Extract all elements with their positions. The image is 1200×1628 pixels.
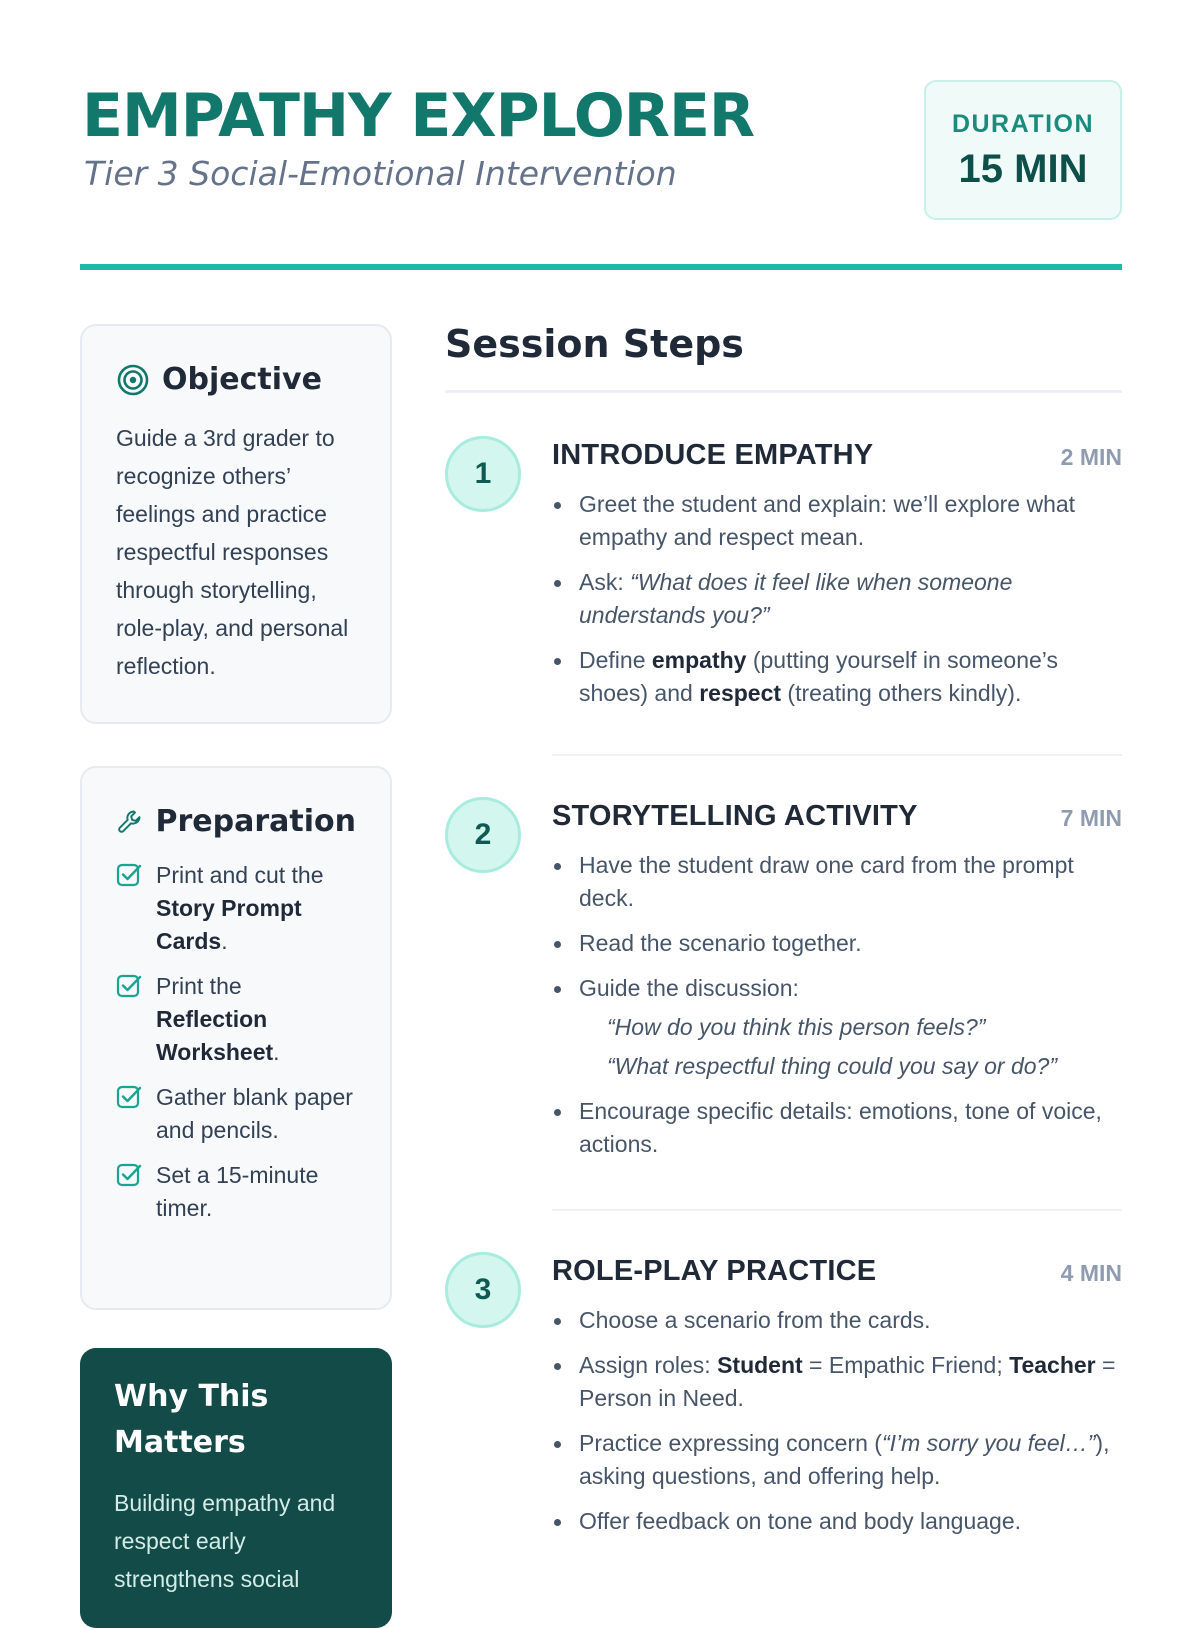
step-bullets [552, 488, 1122, 722]
session-steps-divider [445, 390, 1122, 393]
step-bullet: Assign roles: Student = Empathic Friend; Teacher = Person in Need. [552, 1349, 1122, 1415]
step-2 [445, 797, 1122, 1227]
step-bullet: Encourage specific details: emotions, tone of voice, actions. [552, 1095, 1122, 1161]
duration-label: DURATION [951, 110, 1095, 138]
step-bullet: Guide the discussion: “How do you think this person feels?” “What respectful thing could you say or do?” [552, 972, 1122, 1083]
preparation-list [116, 859, 356, 1225]
why-heading: Why This Matters [114, 1379, 269, 1460]
preparation-item [116, 970, 356, 1069]
header [82, 80, 1122, 230]
step-bullet: Greet the student and explain: we’ll explore what empathy and respect mean. [552, 488, 1122, 554]
preparation-item [116, 1081, 356, 1147]
step-number: 3 [445, 1252, 521, 1328]
step-bullet: Have the student draw one card from the prompt deck. [552, 849, 1122, 915]
preparation-item-text: Gather blank paper and pencils. [156, 1084, 353, 1143]
discussion-question: “How do you think this person feels?” [607, 1014, 986, 1040]
preparation-item-text: Print and cut the Story Prompt Cards. [156, 862, 324, 954]
check-square-icon [116, 1084, 142, 1110]
step-divider [552, 1209, 1122, 1211]
preparation-card [80, 766, 392, 1310]
step-divider [552, 754, 1122, 756]
step-3 [445, 1252, 1122, 1600]
preparation-item-text: Set a 15-minute timer. [156, 1162, 319, 1221]
step-bullet: Read the scenario together. [552, 927, 1122, 960]
session-steps-title: Session Steps [445, 322, 744, 366]
step-bullet: Define empathy (putting yourself in someone’s shoes) and respect (treating others kindly). [552, 644, 1122, 710]
step-bullet: Offer feedback on tone and body language. [552, 1505, 1122, 1538]
objective-heading-text: Objective [162, 362, 322, 397]
objective-card [80, 324, 392, 724]
step-bullets [552, 849, 1122, 1173]
objective-heading [116, 362, 356, 397]
preparation-item-text: Print the Reflection Worksheet. [156, 973, 280, 1065]
step-duration: 4 MIN [1060, 1260, 1122, 1286]
page-title: EMPATHY EXPLORER [82, 81, 755, 151]
step-bullet: Ask: “What does it feel like when someone understands you?” [552, 566, 1122, 632]
why-this-matters-card [80, 1348, 392, 1628]
duration-badge [924, 80, 1122, 220]
step-bullet: Choose a scenario from the cards. [552, 1304, 1122, 1337]
check-square-icon [116, 1162, 142, 1188]
step-number: 2 [445, 797, 521, 873]
step-bullets [552, 1304, 1122, 1550]
preparation-heading-text: Preparation [155, 804, 356, 839]
step-1 [445, 436, 1122, 776]
step-title: ROLE-PLAY PRACTICE [552, 1255, 877, 1287]
step-title: INTRODUCE EMPATHY [552, 439, 874, 471]
preparation-item [116, 1159, 356, 1225]
preparation-heading [116, 804, 356, 839]
discussion-question: “What respectful thing could you say or do?” [607, 1053, 1058, 1079]
check-square-icon [116, 862, 142, 888]
step-duration: 2 MIN [1060, 444, 1122, 470]
objective-text: Guide a 3rd grader to recognize others’ feelings and practice respectful responses through storytelling, role-play, and personal reflection. [116, 425, 349, 679]
check-square-icon [116, 973, 142, 999]
step-number: 1 [445, 436, 521, 512]
preparation-item [116, 859, 356, 958]
duration-value: 15 MIN [958, 147, 1088, 191]
wrench-icon [116, 805, 144, 839]
step-duration: 7 MIN [1060, 805, 1122, 831]
step-bullet: Practice expressing concern (“I’m sorry you feel…”), asking questions, and offering help. [552, 1427, 1122, 1493]
page-subtitle: Tier 3 Social-Emotional Intervention [84, 154, 677, 193]
header-divider [80, 264, 1122, 270]
why-text: Building empathy and respect early strengthens social [114, 1490, 336, 1592]
step-title: STORYTELLING ACTIVITY [552, 800, 918, 832]
target-icon [116, 363, 150, 397]
